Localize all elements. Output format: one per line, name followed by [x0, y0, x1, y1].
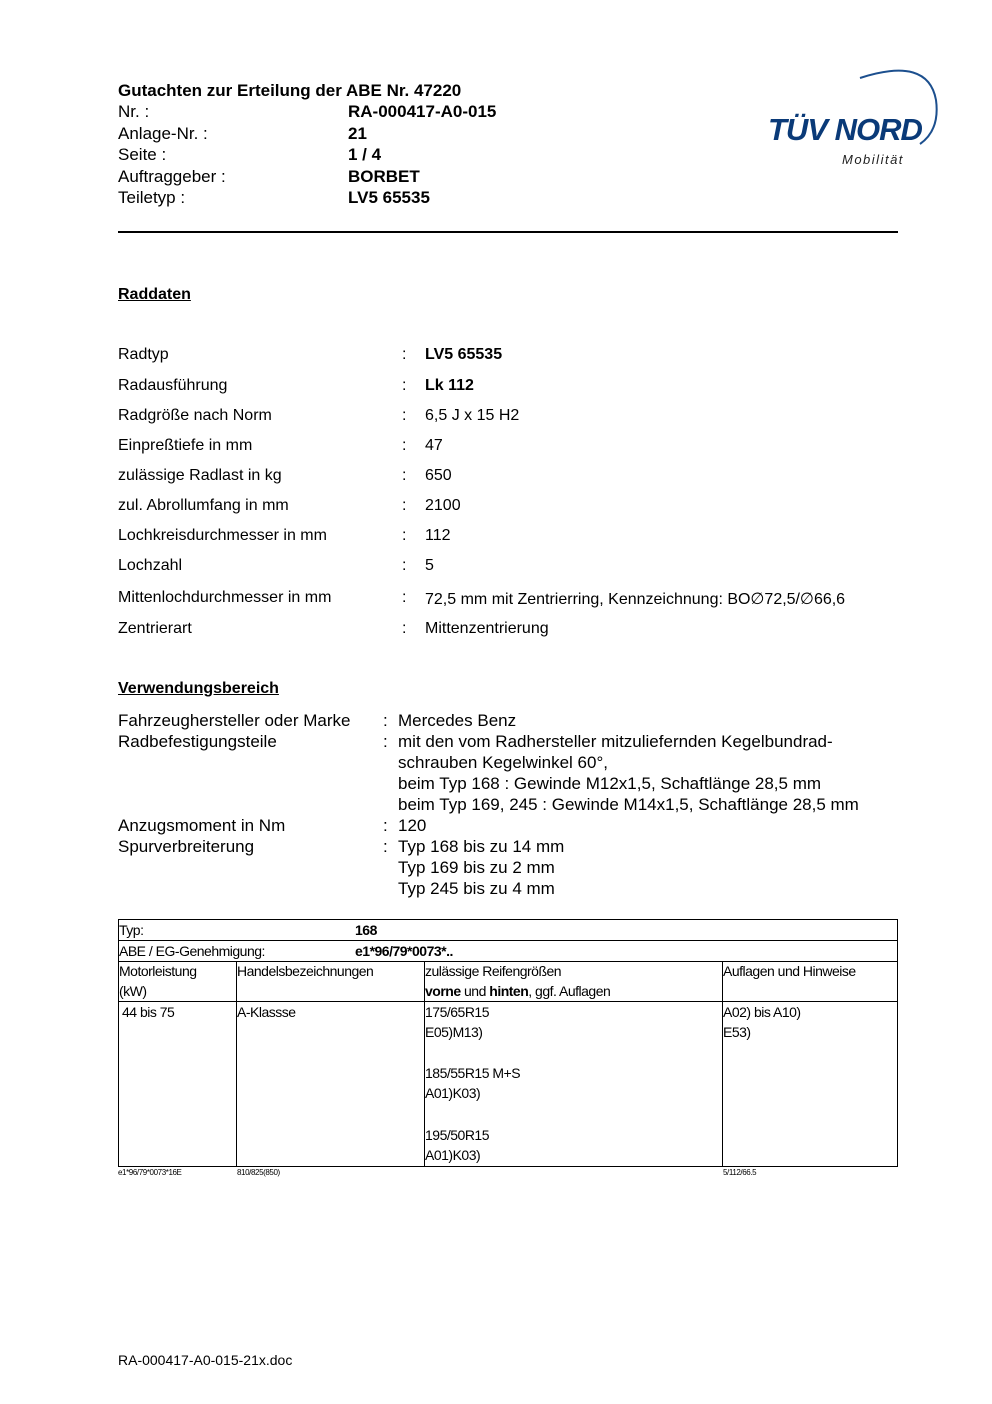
raddaten-value: LV5 65535: [425, 346, 503, 363]
typ-value: 168: [355, 922, 377, 938]
section-heading-raddaten: Raddaten: [118, 286, 191, 303]
raddaten-label: zul. Abrollumfang in mm: [118, 497, 289, 514]
raddaten-label: Radausführung: [118, 377, 228, 394]
raddaten-value: 47: [425, 437, 443, 454]
cell-reifen-line: 185/55R15 M+S: [425, 1065, 521, 1081]
header-label: Nr. :: [118, 102, 150, 121]
raddaten-value: 72,5 mm mit Zentrierring, Kennzeichnung: BO∅72,5/∅66,6: [425, 591, 846, 608]
header-label: Anlage-Nr. :: [118, 124, 208, 143]
header-value: 21: [348, 124, 367, 143]
raddaten-row: Mittenlochdurchmesser in mm : 72,5 mm mit Zentrierring, Kennzeichnung: BO∅72,5/∅66,6: [118, 589, 846, 608]
table-note: 5/112/66.5: [723, 1168, 757, 1177]
cell-motor: 44 bis 75: [122, 1004, 175, 1020]
raddaten-label: zulässige Radlast in kg: [118, 467, 282, 484]
anzug-value: 120: [398, 816, 427, 835]
logo-text: TÜV NORD: [768, 112, 922, 147]
table-note: e1*96/79*0073*16E: [118, 1168, 182, 1177]
cell-reifen-line: A01)K03): [425, 1147, 481, 1163]
raddaten-label: Lochkreisdurchmesser in mm: [118, 527, 327, 544]
abe-value: e1*96/79*0073*..: [355, 943, 453, 959]
raddaten-row: Einpreßtiefe in mm : 47: [118, 437, 443, 454]
header-label: Auftraggeber :: [118, 167, 226, 186]
header-value: BORBET: [348, 167, 420, 186]
reifen-hinten: hinten: [489, 983, 529, 999]
raddaten-value: 112: [425, 527, 451, 544]
cell-auflagen-line: A02) bis A10): [723, 1004, 801, 1020]
raddaten-value: 6,5 J x 15 H2: [425, 407, 520, 424]
raddaten-row: zul. Abrollumfang in mm : 2100: [118, 497, 461, 514]
header-row-anlage: [118, 124, 538, 145]
cell-auflagen-line: E53): [723, 1024, 751, 1040]
reifen-rest: , ggf. Auflagen: [528, 983, 611, 999]
raddaten-row: Radausführung : Lk 112: [118, 377, 474, 394]
col-header-reifen-sub: [425, 983, 610, 999]
spur-line: Typ 168 bis zu 14 mm: [398, 837, 565, 856]
befestigung-line: mit den vom Radhersteller mitzuliefernden Kegelbundrad-: [398, 732, 833, 751]
header-row-auftraggeber: [118, 167, 538, 188]
col-header-motor-unit: (kW): [119, 983, 147, 999]
col-header-reifen: zulässige Reifengrößen: [425, 963, 562, 979]
raddaten-row: Zentrierart : Mittenzentrierung: [118, 620, 549, 637]
spur-line: Typ 245 bis zu 4 mm: [398, 879, 555, 898]
document-title: Gutachten zur Erteilung der ABE Nr. 47220: [118, 81, 462, 100]
raddaten-row: Lochzahl : 5: [118, 557, 434, 574]
anzug-label: Anzugsmoment in Nm: [118, 816, 286, 835]
befestigung-line: beim Typ 169, 245 : Gewinde M14x1,5, Schaftlänge 28,5 mm: [398, 795, 859, 814]
typ-label: Typ:: [119, 922, 144, 938]
raddaten-label: Einpreßtiefe in mm: [118, 437, 253, 454]
tire-table: [118, 919, 898, 1167]
header-label: Teiletyp :: [118, 188, 186, 207]
raddaten-row: Radtyp : LV5 65535: [118, 346, 503, 363]
cell-handel: A-Klassse: [237, 1004, 296, 1020]
hersteller-label: Fahrzeughersteller oder Marke: [118, 711, 351, 730]
raddaten-value: 650: [425, 467, 452, 484]
reifen-und: und: [460, 983, 490, 999]
spur-label: Spurverbreiterung: [118, 837, 255, 856]
raddaten-value: Mittenzentrierung: [425, 620, 549, 637]
cell-reifen-line: E05)M13): [425, 1024, 483, 1040]
raddaten-label: Mittenlochdurchmesser in mm: [118, 589, 332, 606]
header-row-seite: [118, 145, 538, 166]
col-header-motor: Motorleistung: [119, 963, 197, 979]
footer-filename: RA-000417-A0-015-21x.doc: [118, 1352, 293, 1368]
section-heading-verwendungsbereich: Verwendungsbereich: [118, 680, 279, 697]
logo-subtitle: Mobilität: [842, 152, 904, 167]
header-row-nr: [118, 102, 538, 123]
header-value: 1 / 4: [348, 145, 382, 164]
cell-reifen-line: 195/50R15: [425, 1127, 490, 1143]
raddaten-row: Lochkreisdurchmesser in mm : 112: [118, 527, 451, 544]
raddaten-label: Radgröße nach Norm: [118, 407, 272, 424]
col-header-auflagen: Auflagen und Hinweise: [723, 963, 856, 979]
header-row-teiletyp: [118, 188, 538, 209]
header-divider: [118, 231, 898, 233]
befestigung-label: Radbefestigungsteile: [118, 732, 277, 751]
abe-label: ABE / EG-Genehmigung:: [119, 943, 265, 959]
hersteller-value: Mercedes Benz: [398, 711, 517, 730]
header-label: Seite :: [118, 145, 167, 164]
raddaten-row: zulässige Radlast in kg : 650: [118, 467, 452, 484]
raddaten-value: 2100: [425, 497, 461, 514]
table-note: 810/825(850): [237, 1168, 280, 1177]
reifen-vorne: vorne: [425, 983, 461, 999]
raddaten-value: Lk 112: [425, 377, 474, 394]
raddaten-label: Lochzahl: [118, 557, 183, 574]
cell-reifen-line: 175/65R15: [425, 1004, 490, 1020]
spur-line: Typ 169 bis zu 2 mm: [398, 858, 555, 877]
col-header-handel: Handelsbezeichnungen: [237, 963, 374, 979]
header-value: LV5 65535: [348, 188, 430, 207]
cell-reifen-line: A01)K03): [425, 1085, 481, 1101]
raddaten-label: Zentrierart: [118, 620, 192, 637]
tuev-nord-logo: [760, 60, 940, 170]
befestigung-line: schrauben Kegelwinkel 60°,: [398, 753, 608, 772]
header-value: RA-000417-A0-015: [348, 102, 497, 121]
raddaten-row: Radgröße nach Norm : 6,5 J x 15 H2: [118, 407, 520, 424]
raddaten-value: 5: [425, 557, 434, 574]
raddaten-label: Radtyp: [118, 346, 169, 363]
befestigung-line: beim Typ 168 : Gewinde M12x1,5, Schaftlänge 28,5 mm: [398, 774, 822, 793]
